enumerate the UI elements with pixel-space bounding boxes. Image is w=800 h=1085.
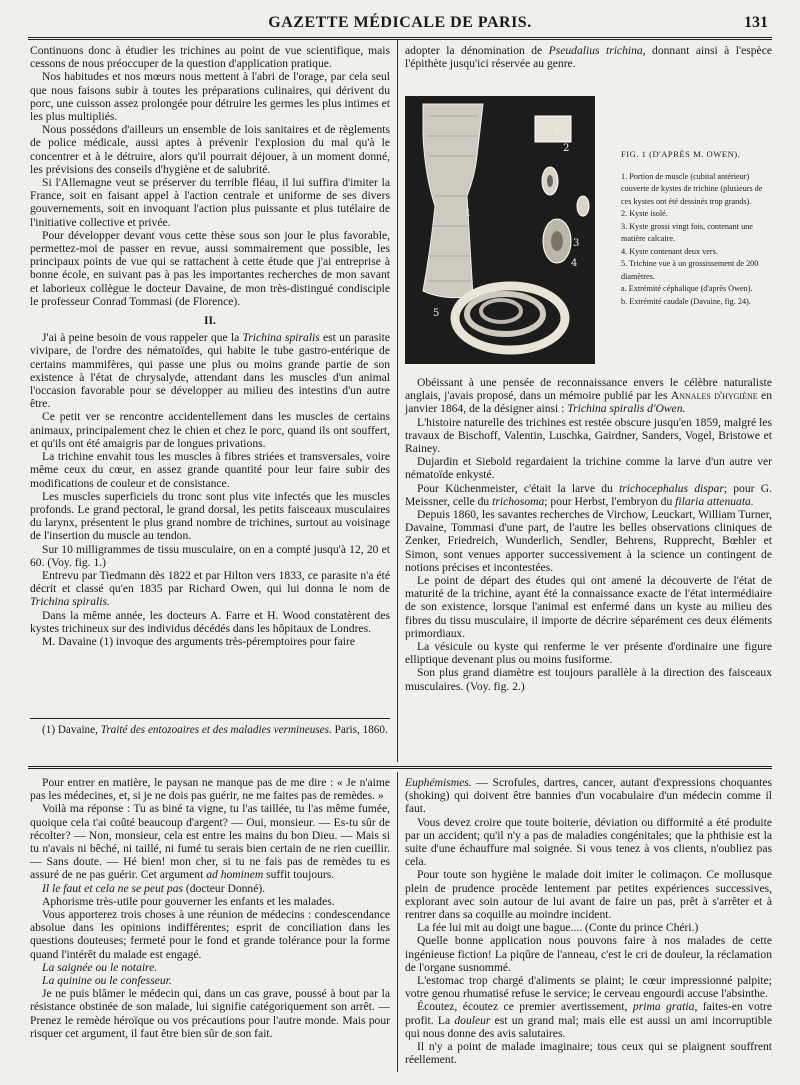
paragraph: Je ne puis blâmer le médecin qui, dans un cas grave, poussé à bout par la résistance obstinée de son malade, lui signifie catégoriquement son arrêt. — Prenez le remède héroïque ou vos précautions pour l'autre monde. Mais pour risquer cet argument, il faut être bien sûr de son fait. xyxy=(30,987,390,1040)
paragraph: Les muscles superficiels du tronc sont plus vite infectés que les muscles profonds. Le grand pectoral, le grand dorsal, les petits faisceaux musculaires du larynx, présentent le plus grand nombre de trichines, surtout au voisinage de l'insertion du muscle au tendon. xyxy=(30,489,390,543)
paragraph: Continuons donc à étudier les trichines au point de vue scientifique, mais cessons de nous préoccuper de la question d'application pratique. xyxy=(30,44,390,71)
plate-number: 6 xyxy=(555,126,562,137)
plate-number: 1 xyxy=(465,208,472,219)
paragraph: J'ai à peine besoin de vous rappeler que la Trichina spiralis est un parasite vivipare, de l'ordre des nématoïdes, qui habite le tube gastro-entérique de certains mammifères, qui passe une plus ou moins grande partie de son existence à l'état de chrysalyde, attendant dans les muscles d'un animal l'occasion favorable pour se développer au milieu des intestins d'un autre être. xyxy=(30,331,390,411)
engraving-plate xyxy=(405,96,595,364)
paragraph: Pour développer devant vous cette thèse sous son jour le plus favorable, permettez-moi de passer en revue, aussi sommairement que possible, les principaux points de vue qui se rattachent à cette étude que j'ai entreprise à bonne école, en suivant pas à pas les importantes recherches de mon savant et laborieux collègue le docteur Davaine, de mon très-distingué condisciple le professeur Conrad Tommasi (de Florence). xyxy=(30,228,390,308)
figure-1 xyxy=(405,96,772,364)
paragraph: Il le faut et cela ne se peut pas (docteur Donné). xyxy=(42,881,266,895)
caption-item: 2. Kyste isolé. xyxy=(621,209,668,218)
paragraph: Quelle bonne application nous pouvons faire à nos malades de cette ingénieuse fiction! La piqûre de l'anneau, c'est le cri de douleur, la réclamation de l'organe susnommé. xyxy=(405,934,772,974)
plate-number: 5 xyxy=(433,308,440,319)
caption-item: 3. Kyste grossi vingt fois, contenant une matière calcaire. xyxy=(621,221,753,243)
paragraph: Si l'Allemagne veut se préserver du terrible fléau, il lui suffira d'imiter la France, soit en faisant appel à l'action centrale et uniforme de ses divers gouvernements, soit en invoquant l'action plus puissante et plus tutélaire de l'initiative collective et privée. xyxy=(30,176,390,229)
paragraph: Obéissant à une pensée de reconnaissance envers le célèbre naturaliste anglais, j'avais proposé, dans un mémoire publié par les Annales d'hygiène en janvier 1864, de la désigner ainsi : Trichina spiralis d'Owen. xyxy=(405,376,772,416)
paragraph: Sur 10 milligrammes de tissu musculaire, on en a compté jusqu'à 12, 20 et 60. (Voy. fig. 1.) xyxy=(30,542,390,569)
caption-item: 5. Trichine vue à un grossissement de 200 diamètres. xyxy=(621,259,759,281)
page-header xyxy=(28,14,772,36)
caption-item: 1. Portion de muscle (cubital antérieur) couverte de kystes de trichine (plusieurs de ces kystes ont été dessinés trop grands). xyxy=(621,171,763,206)
paragraph: Vous apporterez trois choses à une réunion de médecins : condescendance absolue dans les opinions indifférentes; esprit de conciliation dans les questions douteuses; fermeté pour le fond et grande tolérance pour la forme quand l'intérêt du malade est engagé. xyxy=(30,908,390,961)
feuilleton-rule xyxy=(28,766,772,769)
paragraph: adopter la dénomination de Pseudalius trichina, donnant ainsi à l'espèce l'épithète jusqu'ici réservée au genre. xyxy=(405,44,772,71)
plate-number: 4 xyxy=(571,258,578,269)
feuilleton-left-column xyxy=(30,776,390,1040)
paragraph: Le point de départ des études qui ont amené la découverte de l'état de maturité de la trichine, ayant été la connaissance exacte de l'état intermédiaire de son existence, lorsque l'animal est enfermé dans un kyste au milieu des fibres du tissu musculaire, il importe de décrire séparément ces deux éléments primordiaux. xyxy=(405,574,772,640)
paragraph: Depuis 1860, les savantes recherches de Virchow, Leuckart, William Turner, Davaine, Tommasi d'une part, de l'autre les belles observations cliniques de Zenker, Friedreich, Wunderlich, Sendler, Behrens, Rupprecht, Bœhler et Simon, sont venues apporter successivement à la science un contingent de notions précises et incontestées. xyxy=(405,508,772,574)
left-column xyxy=(30,44,390,648)
paragraph: Pour Küchenmeister, c'était la larve du trichocephalus dispar; pour G. Meissner, celle du trichosoma; pour Herbst, l'embryon du filaria attenuata. xyxy=(405,481,772,508)
paragraph: Il n'y a point de malade imaginaire; tous ceux qui se plaignent souffrent réellement. xyxy=(405,1040,772,1067)
feuilleton-divider xyxy=(397,772,398,1072)
right-column-top xyxy=(405,44,772,70)
paragraph: Écoutez, écoutez ce premier avertissement, prima gratia, faites-en votre profit. La douleur est un grand mal; mais elle est aussi un ami incorruptible qui nous donne des avis salutaires. xyxy=(405,1000,773,1040)
right-column-bottom xyxy=(405,376,772,693)
paragraph: Aphorisme très-utile pour gouverner les enfants et les malades. xyxy=(42,894,335,908)
paragraph: Ce petit ver se rencontre accidentellement dans les muscles de certains animaux, principalement chez le chien et chez le porc, quand ils ont souffert, et qu'ils ont été amaigris par de longues privations. xyxy=(30,410,390,450)
paragraph: Nous possédons d'ailleurs un ensemble de lois sanitaires et de règlements de police médicale, aussi aptes à prévenir l'explosion du mal qu'à le concentrer et à le détruire, alors qu'il pourrait déjouer, à un moment donné, les prévisions des conseils d'hygiène et de salubrité. xyxy=(30,123,390,176)
paragraph: Euphémismes. — Scrofules, dartres, cancer, autant d'expressions choquantes (shoking) qui doivent être bannies d'un vocabulaire d'un médecin comme il faut. xyxy=(405,776,772,816)
paragraph: L'histoire naturelle des trichines est restée obscure jusqu'en 1859, malgré les travaux de Bischoff, Valentin, Luschka, Gairdner, Sanders, Vogel, Bristowe et Rainey. xyxy=(405,415,772,456)
caption-item: 4. Kyste contenant deux vers. xyxy=(621,246,718,256)
paragraph: Pour entrer en matière, le paysan ne manque pas de me dire : « Je n'aime pas les médecines, et, si je ne dois pas guérir, ne me faites pas de remèdes. » xyxy=(30,776,390,803)
column-divider xyxy=(397,40,398,762)
paragraph: Pour toute son hygiène le malade doit imiter le colimaçon. Ce mollusque plein de prudence procède lentement par petites expériences successives, explorant avec soin autour de lui avant de faire un pas, prêt à s'arrêter et à rentrer dans sa coquille au moindre incident. xyxy=(405,868,772,922)
plate-number: 3 xyxy=(573,238,580,249)
header-rule xyxy=(28,37,772,40)
paragraph: L'estomac trop chargé d'aliments se plaint; le cœur impressionné palpite; votre genou rhumatisé refuse le service; le cerveau engourdi accuse l'absinthe. xyxy=(405,974,772,1001)
paragraph: Voilà ma réponse : Tu as biné ta vigne, tu l'as taillée, tu l'as même fumée, quoique cela t'ai coûté beaucoup d'argent? — Oui, monsieur. — Es-tu sûr de récolter? — Non, monsieur, cela est entre les mains du bon Dieu. — Mais si tu n'avais ni bêché, ni taillé, ni fumé tu serais bien certain de ne rien cueillir. — Sans doute. — Hé bien! mon cher, si tu ne fais pas de remèdes tu es assuré de ne pas guérir. Cet argument ad hominem suffit toujours. xyxy=(30,802,390,882)
figure-caption xyxy=(621,148,771,308)
footnote-rule xyxy=(30,718,390,719)
paragraph: M. Davaine (1) invoque des arguments très-péremptoires pour faire xyxy=(42,634,356,648)
paragraph: La vésicule ou kyste qui renferme le ver présente d'ordinaire une figure elliptique devenant plus ou moins fusiforme. xyxy=(405,640,772,667)
feuilleton-right-column xyxy=(405,776,772,1066)
caption-item: a. Extrémité céphalique (d'après Owen). xyxy=(621,284,753,293)
paragraph: La trichine envahit tous les muscles à fibres striées et transversales, voire même ceux du cœur, en assez grande quantité pour leur faire subir des modifications de couleur et de consistance. xyxy=(30,450,390,490)
caption-item: b. Extrémité caudale (Davaine, fig. 24). xyxy=(621,296,751,306)
caption-heading: FIG. 1 (D'APRÈS M. OWEN). xyxy=(621,149,741,159)
plate-number: 2 xyxy=(563,143,570,154)
paragraph: Dans la même année, les docteurs A. Farre et H. Wood constatèrent des kystes trichineux sur des individus décédés dans les hôpitaux de Londres. xyxy=(30,608,390,635)
paragraph: La fée lui mit au doigt une bague.... (Conte du prince Chéri.) xyxy=(417,921,699,935)
section-heading: II. xyxy=(204,314,216,328)
footnote: (1) Davaine, Traité des entozoaires et des maladies vermineuses. Paris, 1860. xyxy=(42,724,388,736)
paragraph: La quinine ou le confesseur. xyxy=(42,974,172,988)
page-number: 131 xyxy=(744,14,768,31)
paragraph: La saignée ou le notaire. xyxy=(42,960,158,974)
paragraph: Dujardin et Siebold regardaient la trichine comme la larve d'un autre ver nématoïde enkysté. xyxy=(405,455,772,482)
paragraph: Vous devez croire que toute boiterie, déviation ou difformité a été produite par un accident; qu'il n'y a pas de maladies congénitales; que la phthisie est la suite d'une échauffure mal soignée. Si vous tenez à vos clients, n'oubliez pas cela. xyxy=(405,815,772,869)
journal-title: GAZETTE MÉDICALE DE PARIS. xyxy=(268,14,532,31)
paragraph: Son plus grand diamètre est toujours parallèle à la direction des faisceaux musculaires. (Voy. fig. 2.) xyxy=(405,666,772,693)
paragraph: Nos habitudes et nos mœurs nous mettent à l'abri de l'orage, par cela seul que nous faisons subir à toutes les préparations culinaires, qui dérivent du porc, une cuisson assez prolongée pour détruire les germes les plus intimes et les plus multipliés. xyxy=(30,70,390,124)
paragraph: Entrevu par Tiedmann dès 1822 et par Hilton vers 1833, ce parasite n'a été décrit et classé qu'en 1835 par Richard Owen, qui lui donna le nom de Trichina spiralis. xyxy=(30,568,390,609)
